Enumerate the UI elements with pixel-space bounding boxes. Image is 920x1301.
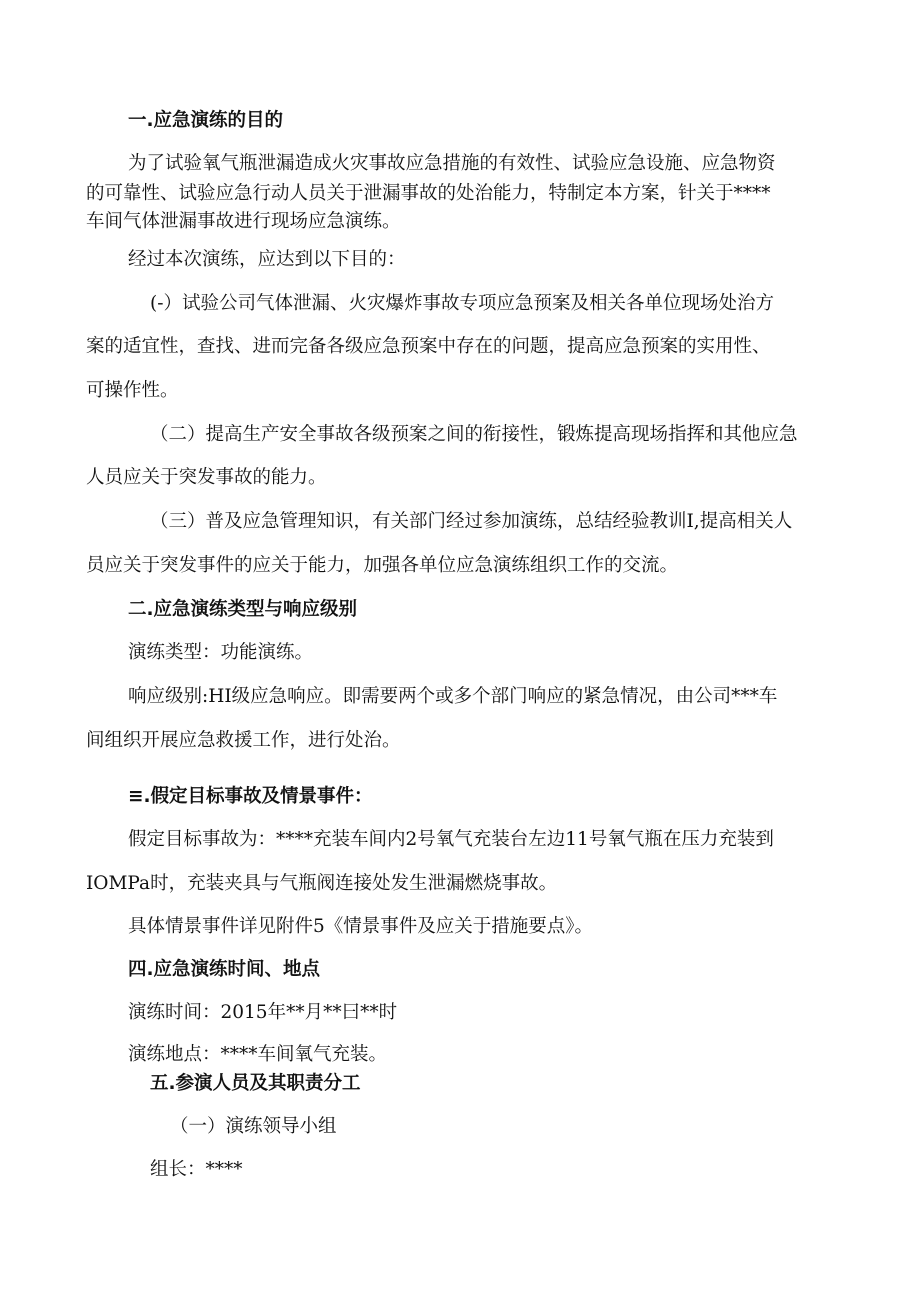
paragraph-line: 演练地点：****车间氧气充装。 — [128, 1044, 388, 1065]
paragraph-line: 具体情景事件详见附件5《情景事件及应关于措施要点》。 — [128, 916, 594, 937]
paragraph-line: 组长：**** — [150, 1159, 243, 1180]
paragraph-line: 演练类型：功能演练。 — [128, 642, 314, 663]
paragraph-line: 响应级别:HI级应急响应。即需要两个或多个部门响应的紧急情况，由公司***车 — [128, 686, 778, 707]
paragraph-line: 假定目标事故为：****充装车间内2号氧气充装台左边11号氧气瓶在压力充装到 — [128, 829, 774, 850]
paragraph-line: 员应关于突发事件的应关于能力，加强各单位应急演练组织工作的交流。 — [86, 555, 679, 576]
paragraph-line: 为了试验氧气瓶泄漏造成火灾事故应急措施的有效性、试验应急设施、应急物资 — [128, 153, 776, 174]
paragraph-line: 人员应关于突发事故的能力。 — [86, 467, 327, 488]
paragraph-line: （三）普及应急管理知识，有关部门经过参加演练，总结经验教训I,提高相关人 — [150, 511, 793, 532]
paragraph-line: IOMPa时，充装夹具与气瓶阀连接处发生泄漏燃烧事故。 — [86, 873, 558, 894]
paragraph-line: 的可靠性、试验应急行动人员关于泄漏事故的处治能力，特制定本方案，针关于**** — [86, 183, 771, 204]
paragraph-line: 经过本次演练，应达到以下目的： — [128, 249, 406, 270]
paragraph-line: 案的适宜性，查找、进而完备各级应急预案中存在的问题，提高应急预案的实用性、 — [86, 336, 771, 357]
section-heading: 二.应急演练类型与响应级别 — [128, 599, 358, 620]
paragraph-line: 演练时间：2015年**月**曰**时 — [128, 1002, 398, 1023]
section-heading: ≡.假定目标事故及情景事件： — [128, 786, 373, 807]
section-heading: 五.参演人员及其职责分工 — [150, 1073, 361, 1094]
paragraph-line: （二）提高生产安全事故各级预案之间的衔接性，锻炼提高现场指挥和其他应急 — [150, 424, 798, 445]
paragraph-line: 间组织开展应急救援工作，进行处治。 — [86, 730, 401, 751]
section-heading: 一.应急演练的目的 — [128, 110, 284, 131]
paragraph-line: (-）试验公司气体泄漏、火灾爆炸事故专项应急预案及相关各单位现场处治方 — [150, 293, 774, 314]
paragraph-line: （一）演练领导小组 — [170, 1116, 337, 1137]
section-heading: 四.应急演练时间、地点 — [128, 959, 321, 980]
paragraph-line: 车间气体泄漏事故进行现场应急演练。 — [86, 211, 401, 232]
paragraph-line: 可操作性。 — [86, 380, 179, 401]
